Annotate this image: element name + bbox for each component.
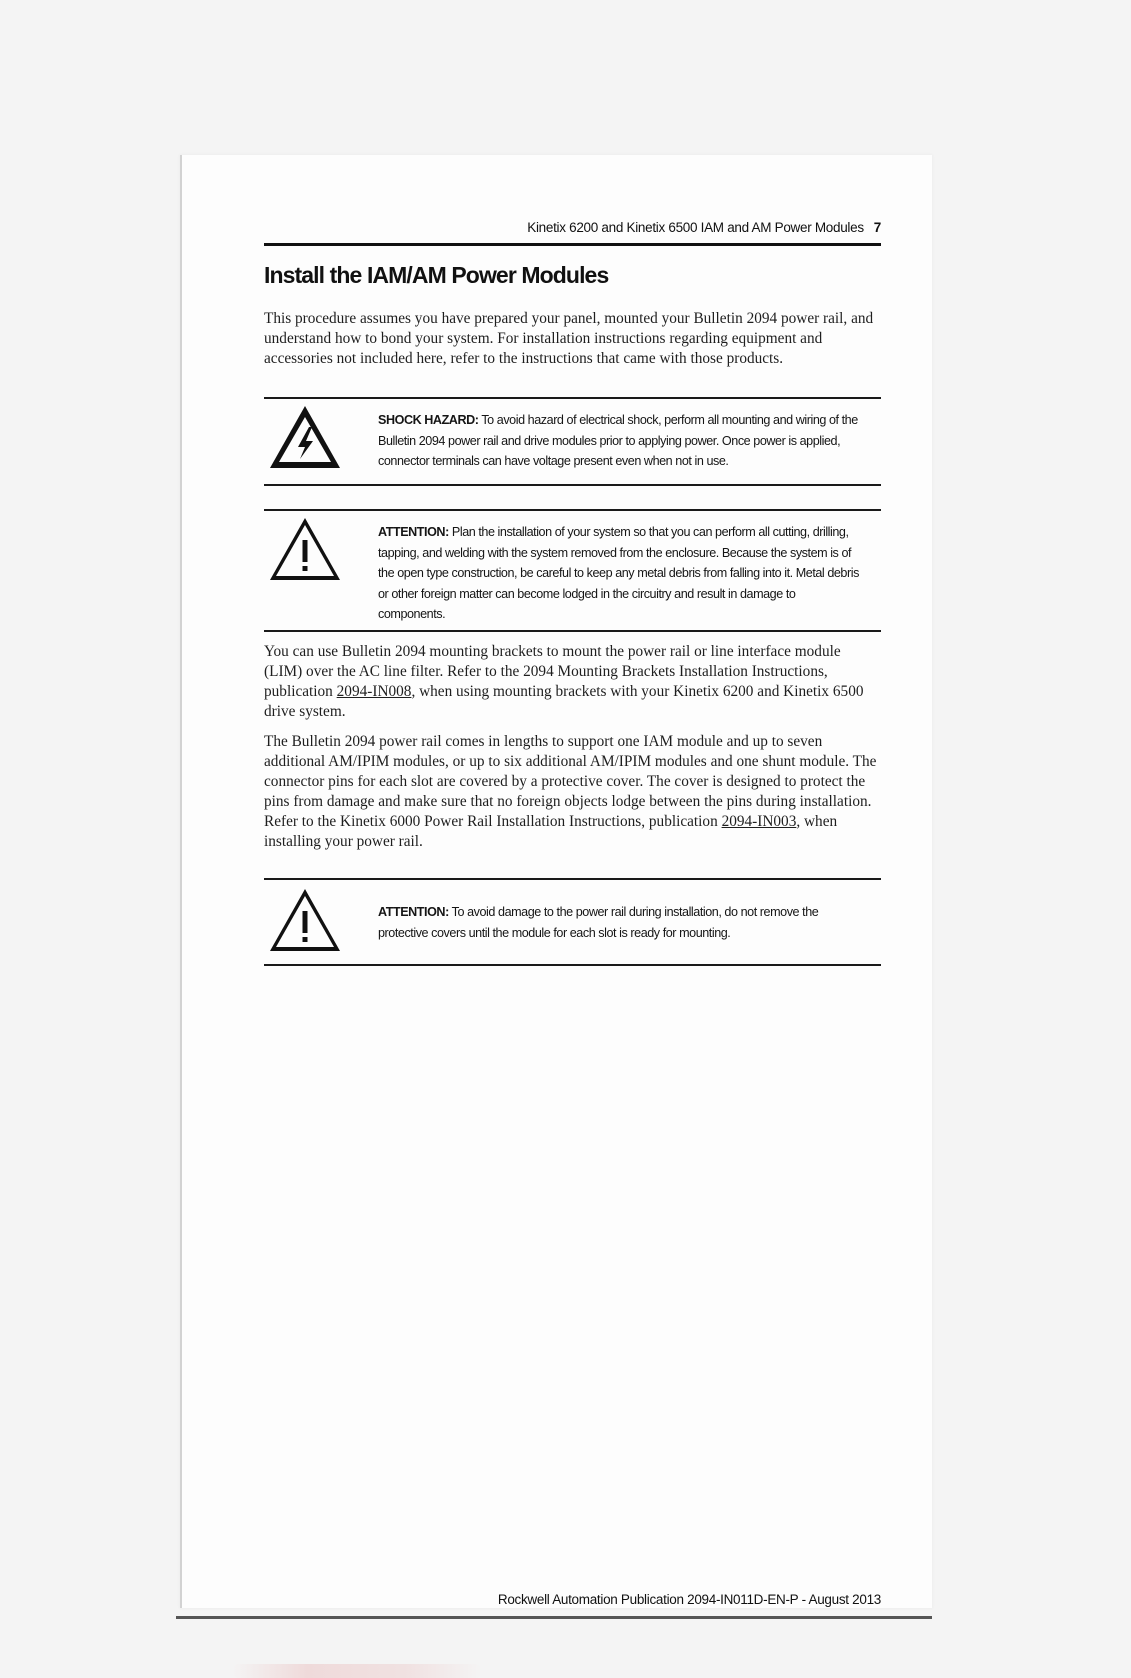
shock-hazard-icon (267, 403, 343, 471)
attention-covers-message: To avoid damage to the power rail during installation, do not remove the protective covers until the module for each slot is ready for mounting. (378, 905, 819, 940)
attention-icon (267, 886, 343, 954)
attention-debris-message: Plan the installation of your system so that you can perform all cutting, drilling, tapping, and welding with the system removed from the enclosure. Because the system is of the open type construction, be careful to keep any metal debris from falling into it. Metal debris or other foreign matter can become lodged in the circuitry and result in damage to components. (378, 525, 859, 621)
power-rail-text-after: , when installing your power rail. (264, 813, 838, 850)
page-number: 7 (873, 220, 881, 235)
shock-hazard-notice (264, 397, 881, 486)
power-rail-paragraph (264, 732, 881, 852)
power-rail-text-before: The Bulletin 2094 power rail comes in lengths to support one IAM module and up to seven additional AM/IPIM modules, or up to six additional AM/IPIM modules and one shunt module. The connector pins for each slot are covered by a protective cover. The cover is designed to protect the pins from damage and make sure that no foreign objects lodge between the pins during installation. Refer to the Kinetix 6000 Power Rail Installation Instructions, publication (264, 733, 877, 830)
scan-smudge (232, 1664, 482, 1678)
intro-paragraph: This procedure assumes you have prepared your panel, mounted your Bulletin 2094 power rail, and understand how to bond your system. For installation instructions regarding equipment and accessories not included here, refer to the instructions that came with those products. (264, 310, 874, 367)
mounting-brackets-paragraph (264, 642, 881, 722)
page-bottom-edge (176, 1616, 932, 1619)
section-title: Install the IAM/AM Power Modules (264, 262, 609, 288)
attention-icon (267, 515, 343, 583)
shock-hazard-message: To avoid hazard of electrical shock, perform all mounting and wiring of the Bulletin 2094 power rail and drive modules prior to applying power. Once power is applied, connector terminals can have voltage present even when not in use. (378, 413, 858, 468)
attention-debris-text (378, 522, 863, 625)
running-header-title: Kinetix 6200 and Kinetix 6500 IAM and AM Power Modules (527, 220, 864, 235)
attention-covers-text (378, 902, 863, 943)
publication-link-2094-in008[interactable]: 2094-IN008 (336, 683, 412, 700)
publication-link-2094-in003[interactable]: 2094-IN003 (721, 813, 797, 830)
header-rule (264, 243, 881, 246)
attention-keyword: ATTENTION: (378, 525, 449, 539)
attention-notice-debris (264, 509, 881, 632)
mounting-text-after: , when using mounting brackets with your Kinetix 6200 and Kinetix 6500 drive system. (264, 683, 864, 720)
attention-keyword: ATTENTION: (378, 905, 449, 919)
running-header (527, 220, 881, 235)
shock-hazard-keyword: SHOCK HAZARD: (378, 413, 479, 427)
mounting-text-before: You can use Bulletin 2094 mounting brackets to mount the power rail or line interface module (LIM) over the AC line filter. Refer to the 2094 Mounting Brackets Installation Instructions, publication (264, 643, 841, 700)
shock-hazard-text (378, 410, 863, 472)
publication-footer: Rockwell Automation Publication 2094-IN011D-EN-P - August 2013 (497, 1592, 881, 1607)
attention-notice-covers (264, 878, 881, 966)
